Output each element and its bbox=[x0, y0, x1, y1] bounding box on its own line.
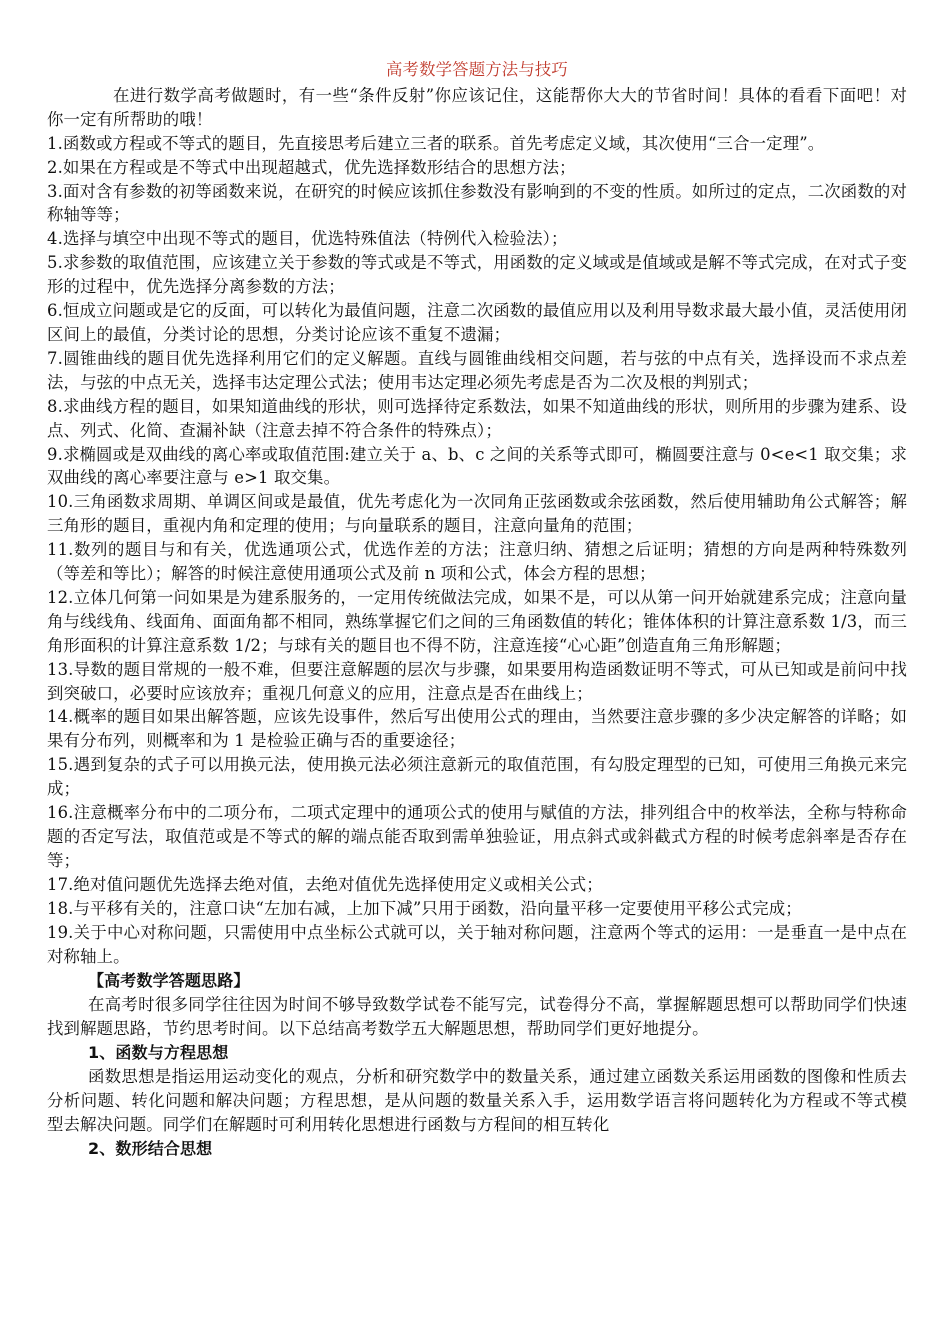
tip-item-4: 4.选择与填空中出现不等式的题目，优选特殊值法（特例代入检验法）； bbox=[47, 229, 568, 249]
tip-item-15: 15.遇到复杂的式子可以用换元法，使用换元法必须注意新元的取值范围，有勾股定理型的已知，可使用三角换元来完成； bbox=[47, 755, 907, 799]
section-intro-paragraph: 在高考时很多同学往往因为时间不够导致数学试卷不能写完，试卷得分不高，掌握解题思想可以帮助同学们快速找到解题思路，节约思考时间。以下总结高考数学五大解题思想，帮助同学们更好地提分。 bbox=[47, 995, 907, 1039]
tip-item-18: 18.与平移有关的，注意口诀“左加右减，上加下减”只用于函数，沿向量平移一定要使用平移公式完成； bbox=[47, 898, 802, 918]
document-page bbox=[47, 58, 907, 1161]
section-heading: 【高考数学答题思路】 bbox=[88, 971, 250, 991]
tip-item-3: 3.面对含有参数的初等函数来说，在研究的时候应该抓住参数没有影响到的不变的性质。如所过的定点，二次函数的对称轴等等； bbox=[47, 181, 907, 225]
tip-item-7: 7.圆锥曲线的题目优先选择利用它们的定义解题。直线与圆锥曲线相交问题，若与弦的中点有关，选择设而不求点差法，与弦的中点无关，选择韦达定理公式法；使用韦达定理必须先考虑是否为二次及根的判别式； bbox=[47, 348, 907, 392]
tip-item-12: 12.立体几何第一问如果是为建系服务的，一定用传统做法完成，如果不是，可以从第一问开始就建系完成；注意向量角与线线角、线面角、面面角都不相同，熟练掌握它们之间的三角函数值的转化；锥体体积的计算注意系数 1/3，而三角形面积的计算注意系数 1/2；与球有关的题目也不得不防，注意连接“心心距”创造直角三角形解题； bbox=[47, 587, 907, 655]
tip-item-8: 8.求曲线方程的题目，如果知道曲线的形状，则可选择待定系数法，如果不知道曲线的形状，则所用的步骤为建系、设点、列式、化简、查漏补缺（注意去掉不符合条件的特殊点）； bbox=[47, 396, 907, 440]
tip-item-5: 5.求参数的取值范围，应该建立关于参数的等式或是不等式，用函数的定义域或是值域或是解不等式完成，在对式子变形的过程中，优先选择分离参数的方法； bbox=[47, 253, 907, 297]
tips-list bbox=[47, 132, 907, 969]
tip-item-2: 2.如果在方程或是不等式中出现超越式，优先选择数形结合的思想方法； bbox=[47, 157, 576, 177]
document-title: 高考数学答题方法与技巧 bbox=[386, 60, 568, 79]
tip-item-11: 11.数列的题目与和有关，优选通项公式，优选作差的方法；注意归纳、猜想之后证明；猜想的方向是两种特殊数列（等差和等比）；解答的时候注意使用通项公式及前 n 项和公式，体会方程的思想； bbox=[47, 540, 907, 584]
tip-item-10: 10.三角函数求周期、单调区间或是最值，优先考虑化为一次同角正弦函数或余弦函数，然后使用辅助角公式解答；解三角形的题目，重视内角和定理的使用；与向量联系的题目，注意向量角的范围； bbox=[47, 492, 907, 536]
tip-item-6: 6.恒成立问题或是它的反面，可以转化为最值问题，注意二次函数的最值应用以及利用导数求最大最小值，灵活使用闭区间上的最值，分类讨论的思想，分类讨论应该不重复不遗漏； bbox=[47, 301, 907, 344]
tip-item-9: 9.求椭圆或是双曲线的离心率或取值范围:建立关于 a、b、c 之间的关系等式即可，椭圆要注意与 0<e<1 取交集；求双曲线的离心率要注意与 e>1 取交集。 bbox=[47, 444, 907, 488]
subsection-heading-1: 1、函数与方程思想 bbox=[88, 1043, 229, 1063]
tip-item-13: 13.导数的题目常规的一般不难，但要注意解题的层次与步骤，如果要用构造函数证明不等式，可从已知或是前问中找到突破口，必要时应该放弃；重视几何意义的应用，注意点是否在曲线上； bbox=[47, 659, 907, 703]
tip-item-19: 19.关于中心对称问题，只需使用中点坐标公式就可以，关于轴对称问题，注意两个等式的运用：一是垂直一是中点在对称轴上。 bbox=[47, 922, 907, 966]
tip-item-14: 14.概率的题目如果出解答题，应该先设事件，然后写出使用公式的理由，当然要注意步骤的多少决定解答的详略；如果有分布列，则概率和为 1 是检验正确与否的重要途径； bbox=[47, 707, 907, 751]
intro-paragraph: 在进行数学高考做题时，有一些“条件反射”你应该记住，这能帮你大大的节省时间！具体的看看下面吧！对你一定有所帮助的哦！ bbox=[47, 85, 907, 129]
tip-item-1: 1.函数或方程或不等式的题目，先直接思考后建立三者的联系。首先考虑定义域，其次使用“三合一定理”。 bbox=[47, 133, 825, 153]
tip-item-17: 17.绝对值问题优先选择去绝对值，去绝对值优先选择使用定义或相关公式； bbox=[47, 874, 603, 894]
tip-item-16: 16.注意概率分布中的二项分布，二项式定理中的通项公式的使用与赋值的方法，排列组合中的枚举法，全称与特称命题的否定写法，取值范或是不等式的解的端点能否取到需单独验证，用点斜式或斜截式方程的时候考虑斜率是否存在等； bbox=[47, 803, 907, 870]
subsection-heading-2: 2、数形结合思想 bbox=[88, 1138, 213, 1158]
subsection-paragraph-1: 函数思想是指运用运动变化的观点，分析和研究数学中的数量关系，通过建立函数关系运用函数的图像和性质去分析问题、转化问题和解决问题；方程思想，是从问题的数量关系入手，运用数学语言将问题转化为方程或不等式模型去解决问题。同学们在解题时可利用转化思想进行函数与方程间的相互转化 bbox=[47, 1067, 907, 1134]
